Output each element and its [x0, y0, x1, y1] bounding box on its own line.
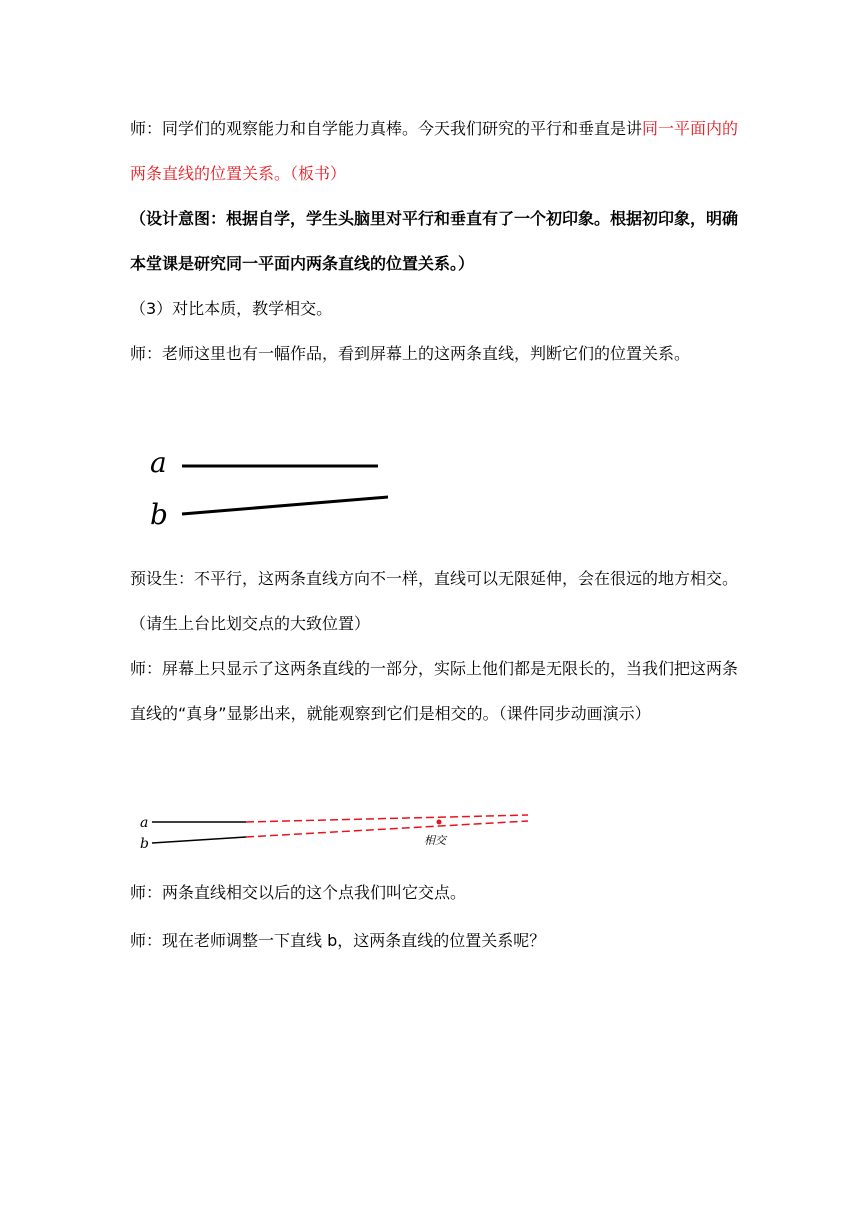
- intersection-figure: [130, 806, 540, 854]
- paragraph-teacher-intro: [130, 106, 740, 196]
- step-3-heading: （3）对比本质，教学相交。: [130, 299, 333, 318]
- teacher-intersection-point: 师：两条直线相交以后的这个点我们叫它交点。: [130, 883, 467, 902]
- line-a-label: a: [150, 446, 167, 479]
- line-b-label: b: [150, 498, 168, 531]
- teacher-explanation: 师：屏幕上只显示了这两条直线的一部分，实际上他们都是无限长的，当我们把这两条直线的“真身”显影出来，就能观察到它们是相交的。（课件同步动画演示）: [130, 659, 739, 723]
- preset-student-answer: 预设生：不平行，这两条直线方向不一样，直线可以无限延伸，会在很远的地方相交。（请生上台比划交点的大致位置）: [130, 569, 739, 633]
- teacher-intro-highlight: 同一平面内的两条直线的位置关系。（板书）: [130, 119, 739, 183]
- line-a-extension: [246, 815, 528, 822]
- teacher-question-1: 师：老师这里也有一幅作品，看到屏幕上的这两条直线，判断它们的位置关系。: [130, 344, 691, 363]
- teacher-intro-text: 师：同学们的观察能力和自学能力真棒。今天我们研究的平行和垂直是讲: [130, 119, 643, 138]
- intersect-label: 相交: [424, 834, 446, 847]
- line-b: [182, 497, 388, 514]
- design-intent-note: （设计意图：根据自学，学生头脑里对平行和垂直有了一个初印象。根据初印象，明确本堂课是研究同一平面内两条直线的位置关系。）: [130, 209, 739, 273]
- intersect-line-a-label: a: [140, 815, 149, 831]
- line-b-extension: [246, 821, 528, 837]
- intersection-point: [437, 820, 442, 825]
- teacher-question-2: 师：现在老师调整一下直线 b，这两条直线的位置关系呢？: [130, 931, 546, 950]
- intersect-line-b: [152, 837, 246, 843]
- two-lines-figure: [140, 440, 400, 535]
- intersect-line-b-label: b: [140, 836, 149, 852]
